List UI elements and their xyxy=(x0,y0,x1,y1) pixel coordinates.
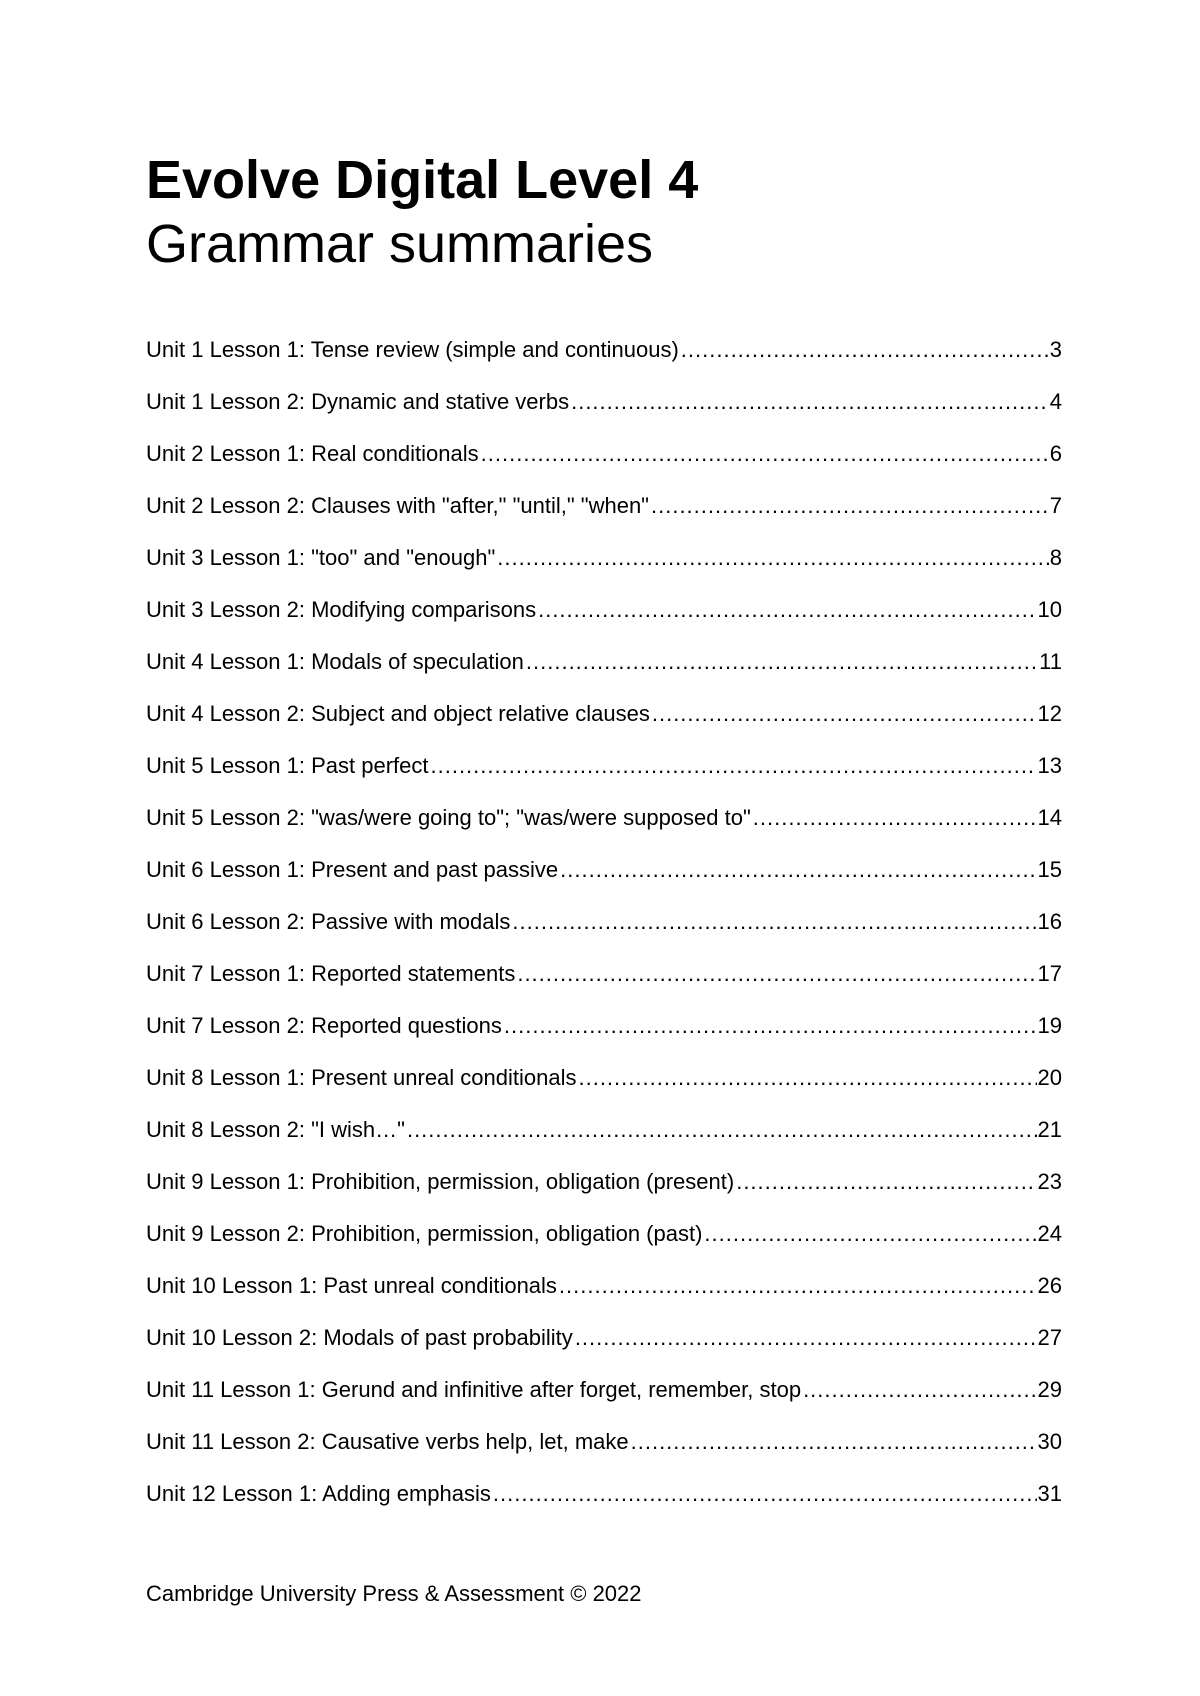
toc-dot-leader xyxy=(517,960,1036,988)
toc-entry[interactable] xyxy=(146,1480,1062,1532)
document-title: Evolve Digital Level 4 xyxy=(146,150,699,210)
toc-dot-leader xyxy=(560,856,1036,884)
toc-dot-leader xyxy=(481,440,1049,468)
toc-dot-leader xyxy=(575,1324,1037,1352)
toc-entry-page-number: 31 xyxy=(1037,1481,1062,1506)
toc-entry-page-number: 30 xyxy=(1037,1429,1062,1454)
document-subtitle: Grammar summaries xyxy=(146,214,654,274)
toc-entry-label: Unit 4 Lesson 1: Modals of speculation xyxy=(146,649,524,674)
toc-entry-label: Unit 5 Lesson 2: "was/were going to"; "was/were supposed to" xyxy=(146,805,751,830)
toc-dot-leader xyxy=(504,1012,1037,1040)
toc-dot-leader xyxy=(681,336,1049,364)
toc-entry-label: Unit 4 Lesson 2: Subject and object relative clauses xyxy=(146,701,650,726)
toc-dot-leader xyxy=(651,492,1049,520)
toc-entry[interactable] xyxy=(146,648,1062,700)
toc-entry-page-number: 15 xyxy=(1037,857,1062,882)
toc-entry-page-number: 3 xyxy=(1049,337,1062,362)
toc-entry-label: Unit 7 Lesson 2: Reported questions xyxy=(146,1013,502,1038)
toc-dot-leader xyxy=(526,648,1038,676)
toc-entry-page-number: 7 xyxy=(1049,493,1062,518)
toc-entry-page-number: 4 xyxy=(1049,389,1062,414)
toc-entry-label: Unit 1 Lesson 1: Tense review (simple and continuous) xyxy=(146,337,679,362)
toc-entry-page-number: 21 xyxy=(1037,1117,1062,1142)
toc-entry-page-number: 27 xyxy=(1037,1325,1062,1350)
toc-dot-leader xyxy=(753,804,1037,832)
toc-entry-label: Unit 8 Lesson 1: Present unreal conditionals xyxy=(146,1065,577,1090)
toc-entry-label: Unit 12 Lesson 1: Adding emphasis xyxy=(146,1481,491,1506)
toc-entry-page-number: 8 xyxy=(1049,545,1062,570)
toc-entry[interactable] xyxy=(146,960,1062,1012)
toc-entry[interactable] xyxy=(146,1220,1062,1272)
toc-dot-leader xyxy=(571,388,1049,416)
toc-entry[interactable] xyxy=(146,492,1062,544)
toc-entry-label: Unit 2 Lesson 2: Clauses with "after," "until," "when" xyxy=(146,493,649,518)
toc-entry-label: Unit 6 Lesson 1: Present and past passive xyxy=(146,857,559,882)
toc-dot-leader xyxy=(631,1428,1037,1456)
copyright-footer: Cambridge University Press & Assessment © 2022 xyxy=(146,1581,642,1606)
toc-entry-label: Unit 10 Lesson 2: Modals of past probability xyxy=(146,1325,573,1350)
toc-entry-page-number: 29 xyxy=(1037,1377,1062,1402)
toc-entry[interactable] xyxy=(146,1116,1062,1168)
toc-dot-leader xyxy=(493,1480,1037,1508)
toc-entry-page-number: 11 xyxy=(1039,649,1062,674)
toc-entry[interactable] xyxy=(146,388,1062,440)
toc-entry[interactable] xyxy=(146,1324,1062,1376)
toc-dot-leader xyxy=(803,1376,1036,1404)
toc-entry-label: Unit 6 Lesson 2: Passive with modals xyxy=(146,909,511,934)
toc-entry[interactable] xyxy=(146,440,1062,492)
document-page xyxy=(146,0,1062,1696)
toc-entry-label: Unit 5 Lesson 1: Past perfect xyxy=(146,753,429,778)
toc-entry-label: Unit 9 Lesson 1: Prohibition, permission, obligation (present) xyxy=(146,1169,735,1194)
toc-entry-label: Unit 7 Lesson 1: Reported statements xyxy=(146,961,516,986)
toc-dot-leader xyxy=(578,1064,1036,1092)
table-of-contents xyxy=(146,336,1062,1532)
toc-dot-leader xyxy=(736,1168,1036,1196)
toc-entry[interactable] xyxy=(146,804,1062,856)
toc-entry[interactable] xyxy=(146,1272,1062,1324)
toc-entry-label: Unit 9 Lesson 2: Prohibition, permission, obligation (past) xyxy=(146,1221,703,1246)
toc-entry-page-number: 20 xyxy=(1037,1065,1062,1090)
toc-entry-page-number: 26 xyxy=(1037,1273,1062,1298)
toc-entry[interactable] xyxy=(146,1376,1062,1428)
toc-entry-label: Unit 10 Lesson 1: Past unreal conditionals xyxy=(146,1273,557,1298)
toc-entry-page-number: 6 xyxy=(1049,441,1062,466)
toc-entry[interactable] xyxy=(146,752,1062,804)
toc-entry-label: Unit 8 Lesson 2: "I wish…" xyxy=(146,1117,405,1142)
toc-dot-leader xyxy=(431,752,1037,780)
toc-dot-leader xyxy=(512,908,1036,936)
toc-dot-leader xyxy=(497,544,1048,572)
toc-dot-leader xyxy=(704,1220,1036,1248)
toc-entry-page-number: 19 xyxy=(1037,1013,1062,1038)
toc-entry[interactable] xyxy=(146,336,1062,388)
toc-entry[interactable] xyxy=(146,1168,1062,1220)
toc-entry-page-number: 24 xyxy=(1037,1221,1062,1246)
toc-entry[interactable] xyxy=(146,700,1062,752)
toc-entry-page-number: 16 xyxy=(1037,909,1062,934)
toc-entry-label: Unit 11 Lesson 2: Causative verbs help, let, make xyxy=(146,1429,629,1454)
toc-entry[interactable] xyxy=(146,856,1062,908)
toc-entry[interactable] xyxy=(146,908,1062,960)
toc-dot-leader xyxy=(407,1116,1037,1144)
toc-entry[interactable] xyxy=(146,544,1062,596)
toc-entry[interactable] xyxy=(146,1428,1062,1480)
toc-entry-page-number: 17 xyxy=(1037,961,1062,986)
toc-entry-page-number: 23 xyxy=(1037,1169,1062,1194)
toc-entry-label: Unit 3 Lesson 1: "too" and "enough" xyxy=(146,545,496,570)
toc-entry-page-number: 13 xyxy=(1037,753,1062,778)
toc-dot-leader xyxy=(538,596,1036,624)
toc-dot-leader xyxy=(559,1272,1037,1300)
toc-entry[interactable] xyxy=(146,1064,1062,1116)
toc-entry-page-number: 12 xyxy=(1037,701,1062,726)
toc-entry-label: Unit 3 Lesson 2: Modifying comparisons xyxy=(146,597,537,622)
toc-entry-label: Unit 2 Lesson 1: Real conditionals xyxy=(146,441,479,466)
toc-entry-page-number: 14 xyxy=(1037,805,1062,830)
toc-entry-label: Unit 11 Lesson 1: Gerund and infinitive after forget, remember, stop xyxy=(146,1377,802,1402)
toc-entry-label: Unit 1 Lesson 2: Dynamic and stative verbs xyxy=(146,389,570,414)
toc-dot-leader xyxy=(652,700,1037,728)
toc-entry[interactable] xyxy=(146,1012,1062,1064)
toc-entry[interactable] xyxy=(146,596,1062,648)
toc-entry-page-number: 10 xyxy=(1037,597,1062,622)
